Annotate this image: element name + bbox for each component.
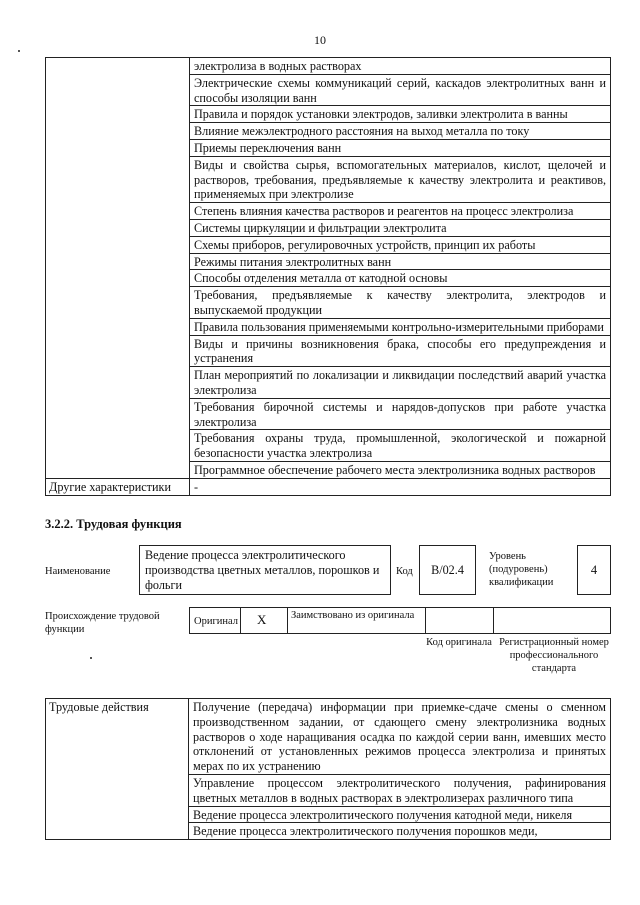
knowledge-item: Влияние межэлектродного расстояния на выход металла по току [190, 123, 611, 140]
other-characteristics-row [46, 478, 611, 495]
knowledge-item: Требования бирочной системы и нарядов-допусков при работе участка электролиза [190, 398, 611, 430]
function-name-box [139, 545, 391, 595]
labor-action: Ведение процесса электролитического получения катодной меди, никеля [189, 806, 611, 823]
original-mark: X [257, 612, 267, 627]
level-label: Уровень (подуровень) квалификации [489, 551, 554, 588]
labor-action: Получение (передача) информации при приемке-сдаче смены о сменном производственном задании, от сдающего смену электролизника водных растворов о ходе наращивания осадка по каждой серии ванн, имевших место отклонений от установленных режимов процесса электролиза и принятых мерах по их устранению [189, 699, 611, 775]
section-heading: 3.2.2. Трудовая функция [45, 517, 182, 531]
other-characteristics-label: Другие характеристики [46, 478, 190, 495]
knowledge-item: Электрические схемы коммуникаций серий, каскадов электролитных ванн и способы изоляции ванн [190, 74, 611, 106]
knowledge-item: Правила и порядок установки электродов, заливки электролита в ванны [190, 106, 611, 123]
knowledge-item: Программное обеспечение рабочего места электролизника водных растворов [190, 461, 611, 478]
knowledge-item: Требования охраны труда, промышленной, экологической и пожарной безопасности участка электролиза [190, 430, 611, 462]
labor-actions-table [45, 698, 611, 840]
code-label: Код [396, 566, 413, 577]
knowledge-item: Виды и причины возникновения брака, способы его предупреждения и устранения [190, 335, 611, 367]
knowledge-item: Системы циркуляции и фильтрации электролита [190, 219, 611, 236]
level-box [577, 545, 611, 595]
origin-label: Происхождение трудовой функции [45, 611, 160, 635]
knowledge-item: Правила пользования применяемыми контрольно-измерительными приборами [190, 318, 611, 335]
name-label: Наименование [45, 566, 111, 577]
registration-caption: Регистрационный номер профессионального стандарта [499, 637, 609, 674]
knowledge-table [45, 57, 611, 496]
knowledge-item: План мероприятий по локализации и ликвидации последствий аварий участка электролиза [190, 367, 611, 399]
label-cell [46, 58, 190, 479]
knowledge-item: Требования, предъявляемые к качеству электролита, электродов и выпускаемой продукции [190, 287, 611, 319]
table-row [46, 699, 611, 775]
divider [425, 607, 426, 634]
code-box [419, 545, 476, 595]
original-label: Оригинал [194, 616, 238, 627]
table-row [46, 58, 611, 75]
knowledge-item: Схемы приборов, регулировочных устройств, принцип их работы [190, 236, 611, 253]
knowledge-item: Режимы питания электролитных ванн [190, 253, 611, 270]
divider [240, 607, 241, 634]
scan-speck [90, 657, 92, 659]
knowledge-item: электролиза в водных растворах [190, 58, 611, 75]
function-name: Ведение процесса электролитического производства цветных металлов, порошков и фольги [145, 548, 380, 592]
knowledge-item: Степень влияния качества растворов и реагентов на процесс электролиза [190, 203, 611, 220]
page-number: 10 [314, 33, 326, 47]
knowledge-item: Виды и свойства сырья, вспомогательных материалов, кислот, щелочей и растворов, требования, предъявляемые к качеству электролита и реактивов, применяемых при электролизе [190, 156, 611, 202]
labor-action: Управление процессом электролитического получения, рафинирования цветных металлов в водных растворах в электролизерах различного типа [189, 774, 611, 806]
other-characteristics-value: - [190, 478, 611, 495]
code-original-caption: Код оригинала [426, 637, 492, 648]
labor-action: Ведение процесса электролитического получения порошков меди, [189, 823, 611, 840]
knowledge-item: Способы отделения металла от катодной основы [190, 270, 611, 287]
borrowed-label: Заимствовано из оригинала [291, 610, 415, 621]
divider [287, 607, 288, 634]
level-value: 4 [590, 563, 598, 577]
knowledge-item: Приемы переключения ванн [190, 139, 611, 156]
scan-speck [18, 50, 20, 52]
actions-label: Трудовые действия [46, 699, 189, 840]
code-value: B/02.4 [431, 563, 464, 577]
divider [493, 607, 494, 634]
